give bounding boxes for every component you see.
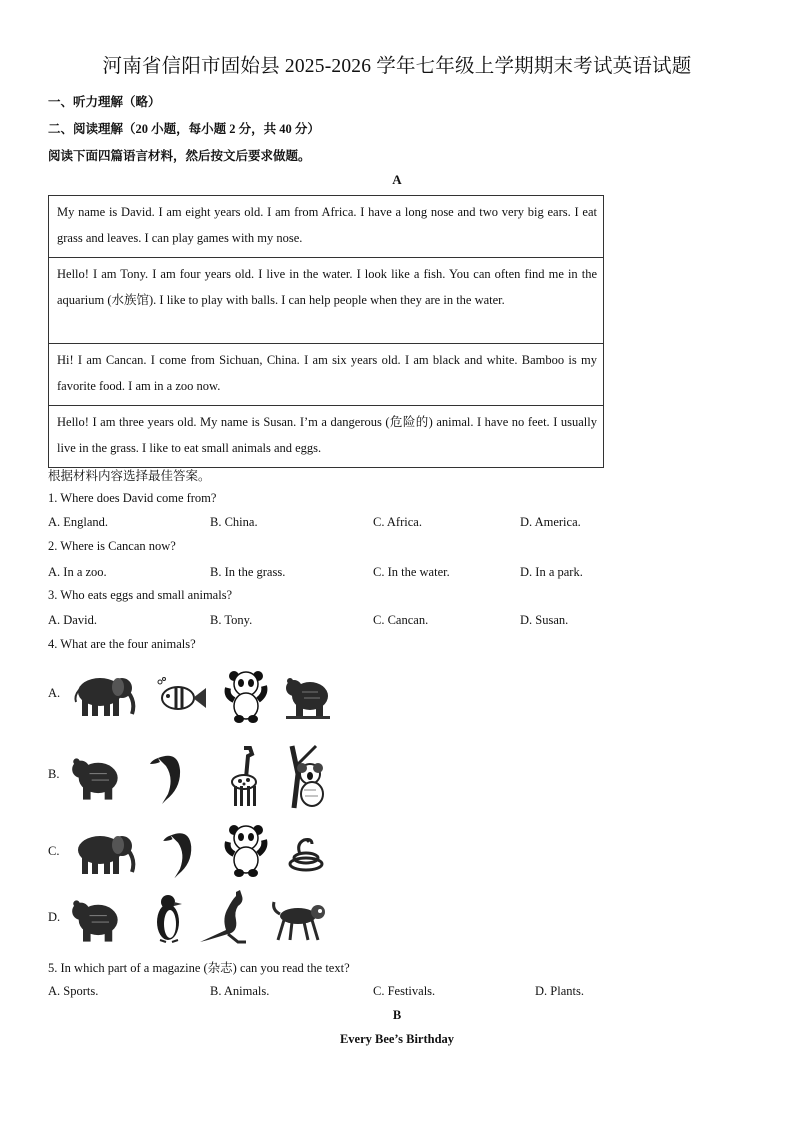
picture-option-b-label[interactable]: B. — [48, 767, 60, 781]
page-title: 河南省信阳市固始县 2025-2026 学年七年级上学期期末考试英语试题 — [102, 56, 692, 77]
option-3a[interactable]: A. David. — [48, 613, 97, 627]
option-3d[interactable]: D. Susan. — [520, 613, 569, 627]
option-1b[interactable]: B. China. — [210, 515, 258, 529]
passage-a-label: A — [392, 172, 402, 187]
instruction: 阅读下面四篇语言材料，然后按文后要求做题。 — [48, 149, 311, 163]
section-listening: 一、听力理解（略） — [48, 95, 161, 109]
bear-icon — [284, 674, 332, 720]
question-2: 2. Where is Cancan now? — [48, 539, 176, 553]
passage-a-paragraph: My name is David. I am eight years old. I am from Africa. I have a long nose and two very big ears. I eat grass and leaves. I can play games with my nose. — [49, 196, 604, 258]
option-2a[interactable]: A. In a zoo. — [48, 565, 107, 579]
option-3c[interactable]: C. Cancan. — [373, 613, 429, 627]
section-reading: 二、阅读理解（20 小题，每小题 2 分，共 40 分） — [48, 122, 320, 136]
option-2c[interactable]: C. In the water. — [373, 565, 450, 579]
panda-icon — [224, 822, 268, 878]
passage-a-paragraph: Hi! I am Cancan. I come from Sichuan, China. I am six years old. I am black and white. Bamboo is my favorite food. I am in a zoo now. — [49, 344, 604, 406]
option-5c[interactable]: C. Festivals. — [373, 984, 436, 998]
option-3b[interactable]: B. Tony. — [210, 613, 253, 627]
picture-option-c-label[interactable]: C. — [48, 844, 60, 858]
elephant-icon — [70, 672, 140, 720]
passage-a-paragraph: Hello! I am Tony. I am four years old. I live in the water. I look like a fish. You can often find me in the aquarium (水族馆). I like to play with balls. I can help people when they are in the water. — [49, 258, 604, 344]
option-1a[interactable]: A. England. — [48, 515, 109, 529]
monkey-icon — [270, 900, 330, 944]
bear-icon — [70, 896, 122, 946]
giraffe-icon — [222, 744, 266, 808]
bear-icon — [70, 754, 122, 804]
penguin-icon — [150, 890, 186, 946]
question-1: 1. Where does David come from? — [48, 491, 217, 505]
passage-a-paragraph: Hello! I am three years old. My name is Susan. I’m a dangerous (危险的) animal. I have no feet. I usually live in the grass. I like to eat small animals and eggs. — [49, 406, 604, 468]
question-3: 3. Who eats eggs and small animals? — [48, 588, 233, 602]
option-5d[interactable]: D. Plants. — [535, 984, 584, 998]
option-2d[interactable]: D. In a park. — [520, 565, 583, 579]
option-1d[interactable]: D. America. — [520, 515, 581, 529]
koala-icon — [280, 744, 330, 810]
question-5: 5. In which part of a magazine (杂志) can you read the text? — [48, 961, 350, 975]
dolphin-icon — [148, 748, 188, 808]
option-5b[interactable]: B. Animals. — [210, 984, 270, 998]
choose-prompt: 根据材料内容选择最佳答案。 — [48, 469, 211, 483]
passage-b-label: B — [392, 1008, 402, 1022]
elephant-icon — [70, 830, 140, 878]
passage-a-table — [48, 195, 604, 468]
option-5a[interactable]: A. Sports. — [48, 984, 99, 998]
kangaroo-icon — [198, 888, 258, 944]
option-2b[interactable]: B. In the grass. — [210, 565, 286, 579]
panda-icon — [224, 668, 268, 724]
question-4: 4. What are the four animals? — [48, 637, 196, 651]
passage-b-title: Every Bee’s Birthday — [339, 1032, 455, 1046]
picture-option-a-label[interactable]: A. — [48, 686, 61, 700]
option-1c[interactable]: C. Africa. — [373, 515, 422, 529]
snake-icon — [286, 832, 326, 872]
fish-icon — [154, 676, 210, 716]
dolphin-icon — [160, 826, 200, 882]
picture-option-d-label[interactable]: D. — [48, 910, 61, 924]
